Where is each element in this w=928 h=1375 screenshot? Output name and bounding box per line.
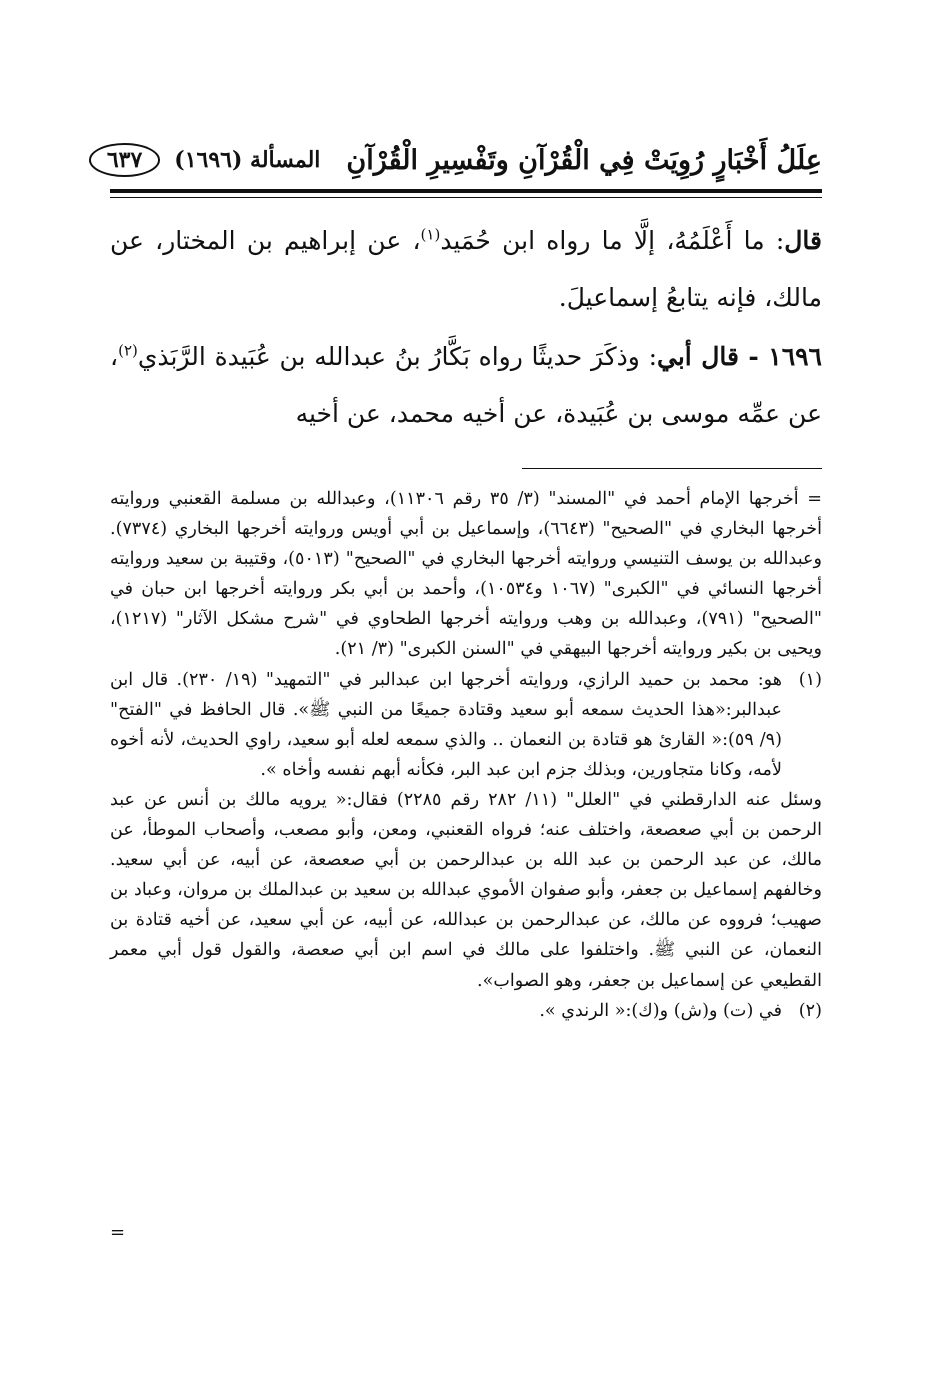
footnote-2-number: (٢) <box>798 1000 822 1021</box>
footnote-2-text: في (ت) و(ش) و(ك):« الرندي ». <box>539 1000 782 1021</box>
paragraph-2-lead: ١٦٩٦ - قال أبي <box>657 342 822 371</box>
paragraph-1 <box>110 212 822 326</box>
footnote-1-text: هو: محمد بن حميد الرازي، وروايته أخرجها ابن عبدالبر في "التمهيد" (١٩/ ٢٣٠). قال ابن عبدالبر:«هذا الحديث سمعه أبو سعيد وقتادة جميعًا من النبي ﷺ». قال الحافظ في "الفتح" (٩/ ٥٩):« القارئ هو قتادة بن النعمان .. والذي سمعه لعله أبو سعيد، راوي الحديث، لأنه أخوه لأمه، وكانا متجاورين، وبذلك جزم ابن عبد البر، فكأنه أبهم نفسه وأخاه ». <box>110 669 783 780</box>
paragraph-2-text: : وذكَرَ حديثًا رواه بَكَّارُ بنُ عبدالله بن عُبَيدة الرَّبَذي <box>137 342 657 371</box>
footnote-continuation: = أخرجها الإمام أحمد في "المسند" (٣/ ٣٥ رقم ١١٣٠٦)، وعبدالله بن مسلمة القعنبي وروايته أخرجها البخاري في "الصحيح" (٦٦٤٣)، وإسماعيل بن أبي أويس وروايته أخرجها البخاري (٧٣٧٤). وعبدالله بن يوسف التنيسي وروايته أخرجها البخاري في "الصحيح" (٥٠١٣)، وقتيبة بن سعيد وروايته أخرجها النسائي في "الكبرى" (١٠٦٧ و١٠٥٣٤)، وأحمد بن أبي بكر وروايته أخرجها ابن حبان في "الصحيح" (٧٩١)، وعبدالله بن وهب وروايته أخرجها الطحاوي في "شرح مشكل الآثار" (١٢١٧)، ويحيى بن بكير وروايته أخرجها البيهقي في "السنن الكبرى" (٣/ ٢١). <box>110 489 822 660</box>
running-title: عِلَلُ أَخْبَارٍ رُوِيَتْ فِي الْقُرْآنِ وتَفْسِيرِ الْقُرْآنِ <box>346 144 822 176</box>
footnote-separator <box>522 468 822 469</box>
paragraph-1-rest: ، عن إبراهيم بن المختار، عن مالك، فإنه يتابعُ إسماعيلَ. <box>110 226 822 312</box>
continued-mark: = <box>110 1222 126 1243</box>
footnote-1-number: (١) <box>798 669 822 690</box>
paragraph-2 <box>110 328 822 442</box>
paragraph-1-lead: قال <box>784 226 822 255</box>
issue-label: المسألة (١٦٩٦) <box>174 147 321 173</box>
paragraph-2-rest: ، عن عمِّه موسى بن عُبَيدة، عن أخيه محمد، عن أخيه <box>110 342 822 428</box>
page-header <box>106 138 822 182</box>
header-rule-thick <box>110 189 822 193</box>
main-text <box>110 212 822 442</box>
footnote-1-text-2: وسئل عنه الدارقطني في "العلل" (١١/ ٢٨٢ رقم ٢٢٨٥) فقال:« يرويه مالك بن أنس عن عبد الرحمن بن أبي صعصعة، واختلف عنه؛ فرواه القعنبي، ومعن، وأبو مصعب، وأصحاب الموطأ، عن مالك، عن عبد الرحمن بن عبد الله بن عبدالرحمن بن أبي صعصعة، عن أبيه، عن أبي سعيد. وخالفهم إسماعيل بن جعفر، وأبو صفوان الأموي عبدالله بن سعيد بن عبدالملك بن مروان، وعباد بن صهيب؛ فرووه عن مالك، عن عبدالرحمن بن عبدالله، عن أبيه، عن أبي سعيد، عن أخيه قتادة بن النعمان، عن النبي ﷺ. واختلفوا على مالك في اسم ابن أبي صعصة، والقول قول أبي معمر القطيعي عن إسماعيل بن جعفر، وهو الصواب». <box>110 789 822 991</box>
header-rule-thin <box>110 197 822 198</box>
page-number: ٦٣٧ <box>89 143 160 177</box>
footnote-2 <box>110 996 822 1026</box>
footnotes <box>110 484 822 1026</box>
paragraph-1-text: : ما أَعْلَمُهُ، إلَّا ما رواه ابن حُمَيد <box>440 226 785 255</box>
footnote-ref-1: (١) <box>420 225 441 244</box>
footnote-ref-2: (٢) <box>118 341 138 360</box>
footnote-1 <box>110 665 822 785</box>
